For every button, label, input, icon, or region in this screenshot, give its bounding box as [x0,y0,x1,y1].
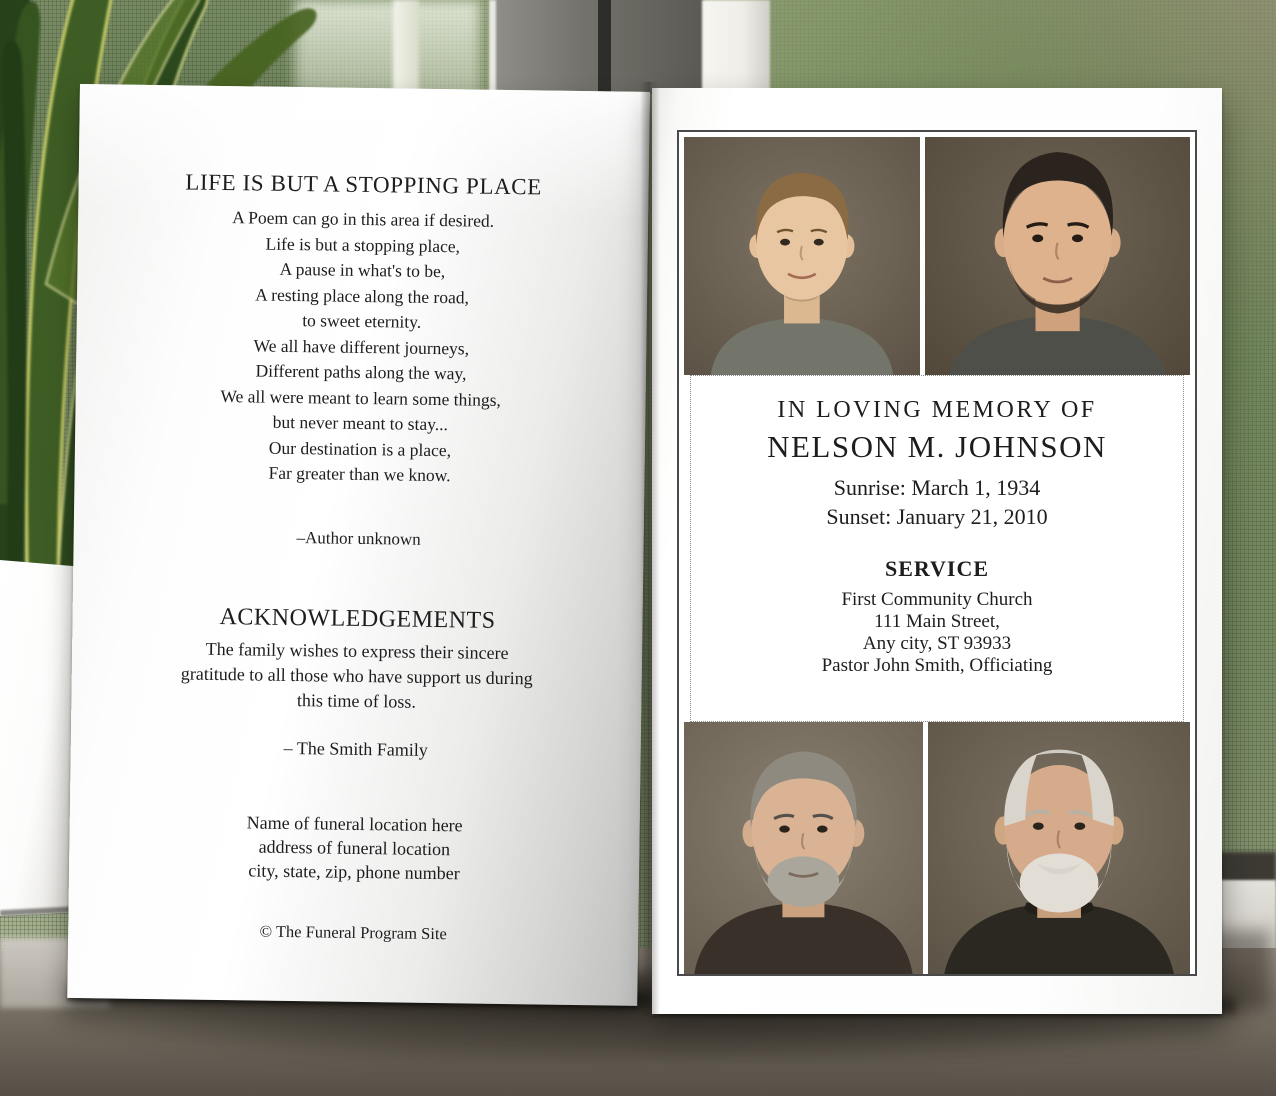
copyright-line: © The Funeral Program Site [259,921,447,943]
acknowledgements-body [71,634,642,717]
program-fold-crease [640,82,660,1016]
service-line: 111 Main Street, [874,611,1000,632]
acknowledgements-line: The family wishes to express their sincere [205,638,509,663]
poem-body [74,203,648,491]
left-page-content [68,84,650,946]
middle-aged-man-portrait [684,722,923,974]
service-line: Any city, ST 93933 [862,633,1012,654]
acknowledgements-line: this time of loss. [296,689,417,712]
acknowledgements-line: gratitude to all those who have support us during [180,662,533,688]
poem-line: A Poem can go in this area if desired. [232,207,495,231]
poem-line: Far greater than we know. [268,462,451,486]
poem-line: to sweet eternity. [302,310,422,332]
poem-line: We all have different journeys, [253,334,470,358]
acknowledgements-title: ACKNOWLEDGEMENTS [219,603,496,634]
service-line: First Community Church [841,589,1033,610]
elderly-man-portrait [928,722,1190,974]
poem-title: LIFE IS BUT A STOPPING PLACE [185,169,543,200]
window-frame-strip [393,0,419,100]
sunrise-date: Sunrise: March 1, 1934 [833,475,1041,500]
sunset-date: Sunset: January 21, 2010 [826,504,1048,529]
program-cover-page [652,88,1222,1014]
poem-attribution: –Author unknown [296,527,421,549]
service-details [691,589,1183,677]
window-sash-edge [489,0,496,94]
funeral-location-line: Name of funeral location here [246,811,463,835]
funeral-location-line: address of funeral location [258,836,451,859]
cover-border-frame [677,130,1197,976]
poem-line: We all were meant to learn some things, [220,385,501,410]
poem-line: Life is but a stopping place, [265,233,461,256]
boy-portrait [684,137,920,375]
funeral-location-line: city, state, zip, phone number [248,859,460,883]
poem-line: but never meant to stay... [272,411,449,435]
acknowledgements-signature: – The Smith Family [283,737,428,760]
window-sash-seam [598,0,611,94]
deceased-name: NELSON M. JOHNSON [767,429,1107,464]
funeral-location-block [69,807,640,887]
poem-line: Our destination is a place, [268,437,452,460]
life-dates [691,473,1183,531]
service-line: Pastor John Smith, Officiating [821,655,1053,676]
memory-heading: IN LOVING MEMORY OF [777,397,1097,423]
memorial-text-band [690,375,1184,722]
poem-line: A resting place along the road, [255,283,470,307]
program-inside-left-page [67,84,650,1006]
poem-line: Different paths along the way, [255,360,467,384]
service-title: SERVICE [884,556,990,581]
young-man-portrait [925,137,1190,375]
cover-photo-row-bottom [684,722,1190,974]
cover-photo-row-top [684,137,1190,375]
poem-line: A pause in what's to be, [279,258,446,282]
